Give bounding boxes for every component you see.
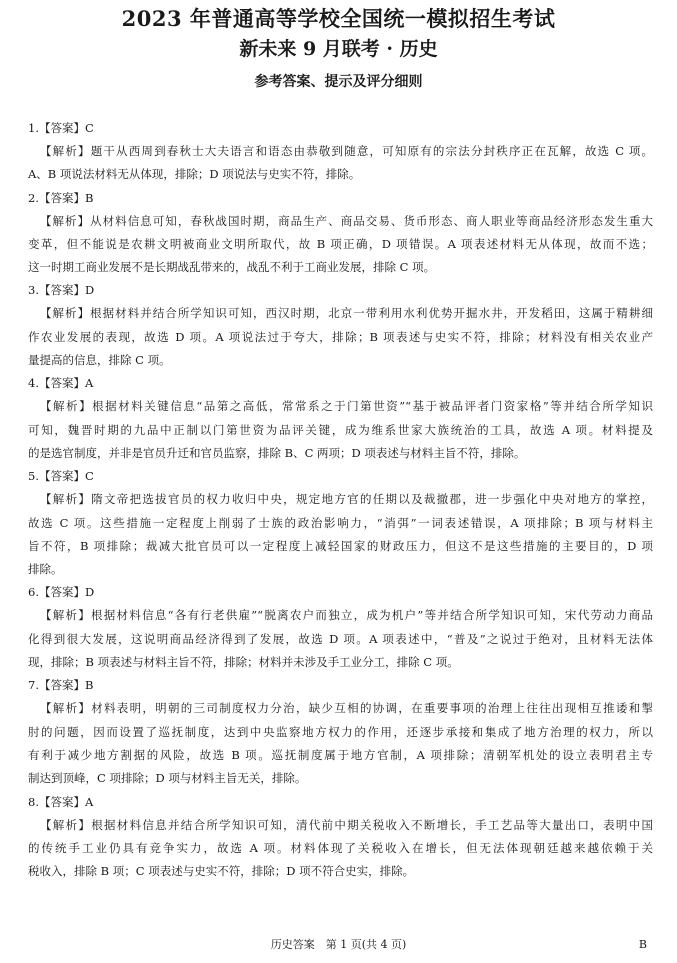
explanation-line: 的传统手工业仍具有竞争实力，故选 A 项。材料体现了关税收入在增长，但无法体现朝廷越来越依赖于关 (28, 840, 653, 855)
exam-subtitle: 新未来 9 月联考 · 历史 (239, 38, 438, 60)
question-item (28, 791, 653, 884)
explanation-line: 排除。 (28, 562, 63, 577)
answer-key-heading: 参考答案、提示及评分细则 (254, 74, 423, 90)
explanation-line: 【解析】根据材料信息并结合所学知识可知，清代前中期关税收入不断增长，手工艺品等大量出口，表明中国 (40, 817, 653, 832)
answer-line: 7.【答案】B (28, 678, 94, 693)
explanation-line: 的是选官制度，并非是官员升迁和官员监察，排除 B、C 两项；D 项表述与材料主旨不符，排除。 (28, 445, 526, 460)
answer-line: 2.【答案】B (28, 190, 94, 205)
question-item (28, 674, 653, 790)
page-footer (0, 935, 677, 955)
explanation-line: 【解析】材料表明，明朝的三司制度权力分治，缺少互相的协调，在重要事项的治理上往往出现相互推诿和掣 (40, 701, 653, 716)
answer-line: 1.【答案】C (28, 121, 94, 135)
explanation-line: 旨不符，B 项排除；裁减大批官员可以一定程度上减轻国家的财政压力，但这不是这些措施的主要目的，D 项 (28, 538, 653, 553)
exam-title: 2023 年普通高等学校全国统一模拟招生考试 (121, 6, 556, 31)
question-item (28, 465, 653, 581)
explanation-line: 税收入，排除 B 项；C 项表述与史实不符，排除；D 项不符合史实，排除。 (28, 864, 415, 879)
explanation-line: 【解析】题干从西周到春秋士大夫语言和语态由恭敬到随意，可知原有的宗法分封秩序正在瓦解，故选 C 项。 (40, 144, 653, 158)
explanation-line: 【解析】根据材料关键信息“品第之高低，常常系之于门第世资”“基于被品评者门资家格”等并结合所学知识 (40, 399, 653, 414)
question-item (28, 117, 653, 187)
answer-line: 6.【答案】D (28, 585, 95, 600)
paper-version: B (638, 938, 647, 951)
question-item (28, 581, 653, 674)
answer-list (28, 117, 653, 883)
explanation-line: 【解析】隋文帝把选拔官员的权力收归中央，规定地方官的任期以及裁撤郡，进一步强化中央对地方的掌控， (40, 492, 653, 507)
explanation-line: 化得到很大发展，这说明商品经济得到了发展，故选 D 项。A 项表述中，“普及”之说过于绝对，且材料无法体 (28, 631, 653, 646)
explanation-line: 【解析】根据材料并结合所学知识可知，西汉时期，北京一带利用水利优势开掘水井，开发稻田，这属于精耕细 (40, 306, 653, 321)
explanation-line: 有利于减少地方割据的风险，故选 B 项。巡抚制度属于地方官制，A 项排除；清朝军机处的设立表明君主专 (28, 747, 653, 762)
explanation-line: 变革，但不能说是农耕文明被商业文明所取代，故 B 项正确，D 项错误。A 项表述材料无从体现，故而不选； (28, 236, 653, 251)
question-item (28, 279, 653, 372)
explanation-line: 量提高的信息，排除 C 项。 (28, 353, 171, 368)
explanation-line: 【解析】从材料信息可知，春秋战国时期，商品生产、商品交易、货币形态、商人职业等商品经济形态发生重大 (40, 213, 653, 228)
answer-line: 5.【答案】C (28, 469, 94, 484)
explanation-line: 故选 C 项。这些措施一定程度上削弱了士族的政治影响力，“消弭”一词表述错误，A 项排除；B 项与材料主 (28, 515, 653, 530)
page-number: 历史答案 第 1 页(共 4 页) (270, 938, 407, 951)
explanation-line: A、B 项说法材料无从体现，排除；D 项说法与史实不符，排除。 (28, 167, 361, 182)
explanation-line: 制达到顶峰，C 项排除；D 项与材料主旨无关，排除。 (28, 771, 307, 786)
explanation-line: 可知，魏晋时期的九品中正制以门第世资为品评关键，成为维系世家大族统治的工具，故选 A 项。材料提及 (28, 422, 653, 437)
question-item (28, 372, 653, 465)
answer-line: 4.【答案】A (28, 376, 94, 391)
explanation-line: 这一时期工商业发展不是长期战乱带来的，战乱不利于工商业发展，排除 C 项。 (28, 260, 436, 275)
question-item (28, 187, 653, 280)
explanation-line: 作农业发展的表现，故选 D 项。A 项说法过于夸大，排除；B 项表述与史实不符，排除；材料没有相关农业产 (28, 329, 653, 344)
explanation-line: 肘的问题，因而设置了巡抚制度，达到中央监察地方权力的作用，还逐步承接和集成了地方治理的权力，所以 (28, 724, 653, 739)
explanation-line: 【解析】根据材料信息“各有行老供雇”“脱离农户而独立，成为机户”等并结合所学知识可知，宋代劳动力商品 (40, 608, 653, 623)
explanation-line: 现，排除；B 项表述与材料主旨不符，排除；材料并未涉及手工业分工，排除 C 项。 (28, 655, 459, 670)
answer-line: 8.【答案】A (28, 794, 94, 809)
answer-line: 3.【答案】D (28, 283, 95, 298)
